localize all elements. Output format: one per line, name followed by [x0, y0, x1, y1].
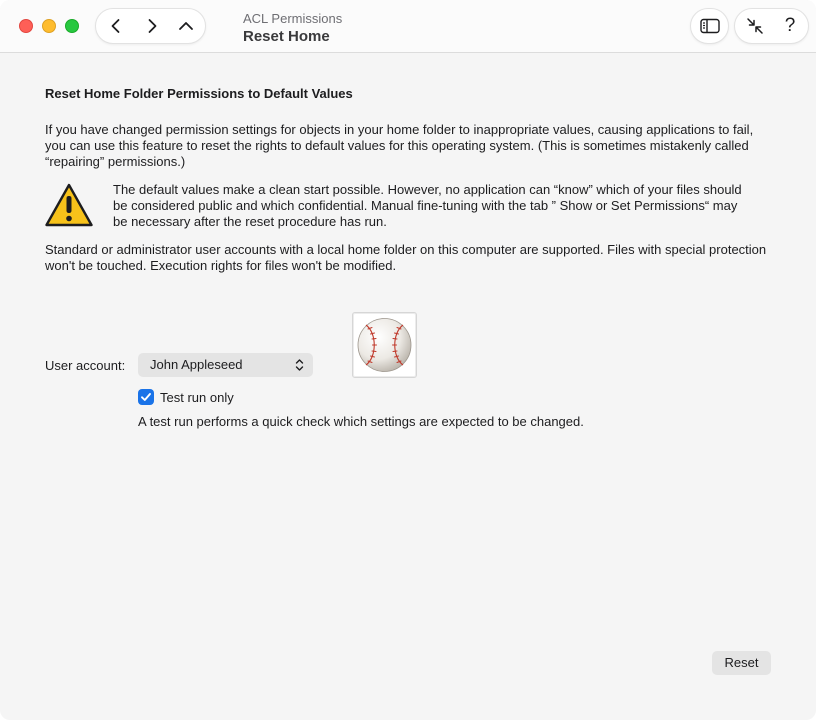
help-icon: ? — [784, 15, 796, 36]
checkmark-icon — [140, 391, 152, 403]
user-account-popup[interactable] — [138, 353, 313, 377]
collapse-button[interactable] — [737, 9, 773, 43]
test-run-checkbox[interactable] — [138, 389, 154, 405]
toggle-sidebar-button[interactable] — [690, 8, 729, 44]
titlebar — [0, 0, 816, 53]
user-account-label: User account: — [45, 358, 126, 373]
test-run-label[interactable]: Test run only — [160, 390, 234, 405]
warning-icon — [45, 183, 93, 227]
navigation-group — [95, 8, 206, 44]
zoom-window-button[interactable] — [65, 19, 79, 33]
back-button[interactable] — [98, 9, 134, 43]
updown-chevron-icon — [295, 358, 304, 372]
collapse-arrows-icon — [746, 17, 764, 35]
toolbar-button-group — [734, 8, 809, 44]
intro-text: If you have changed permission settings for objects in your home folder to inappropriate values, causing applications to fail, you can use this feature to reset the rights to default values for this operating system. (This is sometimes mistakenly called “repairing” permissions.) — [45, 122, 754, 169]
baseball-icon — [353, 313, 416, 377]
reset-button[interactable]: Reset — [712, 651, 771, 675]
test-run-hint: A test run performs a quick check which settings are expected to be changed. — [138, 414, 584, 429]
user-account-value: John Appleseed — [150, 357, 243, 372]
up-button[interactable] — [168, 9, 204, 43]
user-avatar — [352, 312, 417, 378]
sidebar-icon — [700, 18, 720, 34]
chevron-right-icon — [144, 18, 160, 34]
chevron-left-icon — [108, 18, 124, 34]
help-button[interactable] — [773, 9, 807, 43]
window-subtitle: ACL Permissions — [243, 11, 343, 26]
forward-button[interactable] — [134, 9, 170, 43]
minimize-window-button[interactable] — [42, 19, 56, 33]
section-heading: Reset Home Folder Permissions to Default Values — [45, 86, 353, 101]
support-text: Standard or administrator user accounts with a local home folder on this computer are supported. Files with special protection won't be touched. Execution rights for files won't be modified. — [45, 242, 767, 273]
window-title: Reset Home — [243, 28, 330, 45]
chevron-up-icon — [178, 18, 194, 34]
close-window-button[interactable] — [19, 19, 33, 33]
warning-text: The default values make a clean start possible. However, no application can “know” which of your files should be considered public and which confidential. Manual fine-tuning with the tab ” Show or Set Permissions“ may be necessary after the reset procedure has run. — [113, 182, 742, 229]
